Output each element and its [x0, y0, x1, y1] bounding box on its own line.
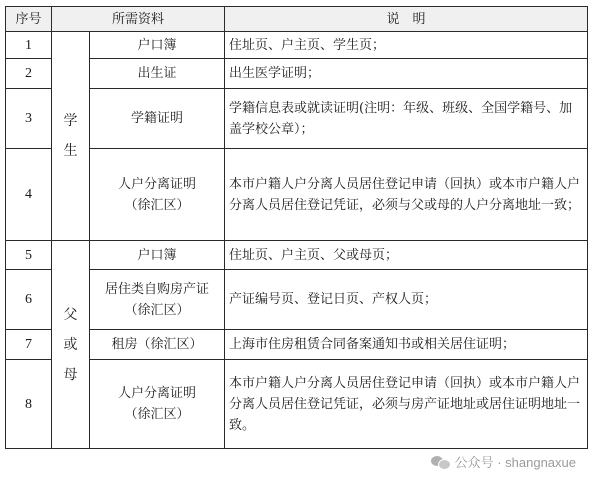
material-desc: 学籍信息表或就读证明(注明：年级、班级、全国学籍号、加盖学校公章）；: [225, 89, 588, 149]
row-number: 3: [6, 89, 52, 149]
table-row: [6, 270, 588, 330]
row-number: 7: [6, 330, 52, 360]
material-item: 学籍证明: [90, 89, 225, 149]
watermark: [429, 452, 578, 471]
table-row: [6, 149, 588, 241]
material-item: [90, 149, 225, 241]
material-desc: 产证编号页、登记日页、产权人页；: [225, 270, 588, 330]
material-desc: 上海市住房租赁合同备案通知书或相关居住证明；: [225, 330, 588, 360]
material-item: [90, 360, 225, 449]
materials-table: [5, 6, 588, 449]
group-parent-char: 父: [63, 306, 78, 323]
group-student-char: 生: [63, 143, 78, 159]
material-item-line: （徐汇区）: [124, 302, 190, 318]
material-item: 户口簿: [90, 32, 225, 59]
material-item: 出生证: [90, 59, 225, 89]
group-parent-char: 或: [63, 336, 78, 353]
row-number: 4: [6, 149, 52, 241]
material-desc: 住址页、户主页、学生页；: [225, 32, 588, 59]
group-parent-char: 母: [63, 366, 78, 383]
table-header-row: [6, 7, 588, 32]
wechat-icon: [431, 454, 451, 470]
material-desc: 本市户籍人户分离人员居住登记申请（回执）或本市户籍人户分离人员居住登记凭证，必须与父或母的人户分离地址一致；: [225, 149, 588, 241]
group-student: [52, 32, 90, 241]
material-desc: 本市户籍人户分离人员居住登记申请（回执）或本市户籍人户分离人员居住登记凭证，必须与房产证地址或居住证明地址一致。: [225, 360, 588, 449]
material-desc: 住址页、户主页、父或母页；: [225, 241, 588, 270]
row-number: 1: [6, 32, 52, 59]
material-item-line: 人户分离证明: [118, 176, 197, 192]
row-number: 5: [6, 241, 52, 270]
table-row: [6, 32, 588, 59]
table-row: [6, 330, 588, 360]
row-number: 8: [6, 360, 52, 449]
watermark-text: 公众号 · shangnaxue: [454, 455, 576, 470]
header-desc: 说 明: [225, 7, 588, 32]
header-material: 所需资料: [52, 7, 225, 32]
material-desc: 出生医学证明；: [225, 59, 588, 89]
table-row: [6, 241, 588, 270]
material-item: 租房（徐汇区）: [90, 330, 225, 360]
material-item-line: 居住类自购房产证: [105, 281, 210, 297]
table-row: [6, 59, 588, 89]
material-item-line: （徐汇区）: [124, 407, 190, 422]
row-number: 6: [6, 270, 52, 330]
material-item: [90, 270, 225, 330]
material-item-line: （徐汇区）: [124, 197, 190, 213]
material-item: 户口簿: [90, 241, 225, 270]
material-item-line: 人户分离证明: [118, 386, 197, 401]
table-row: [6, 89, 588, 149]
group-parent: [52, 241, 90, 449]
header-no: 序号: [6, 7, 52, 32]
group-student-char: 学: [63, 113, 78, 129]
row-number: 2: [6, 59, 52, 89]
table-row: [6, 360, 588, 449]
